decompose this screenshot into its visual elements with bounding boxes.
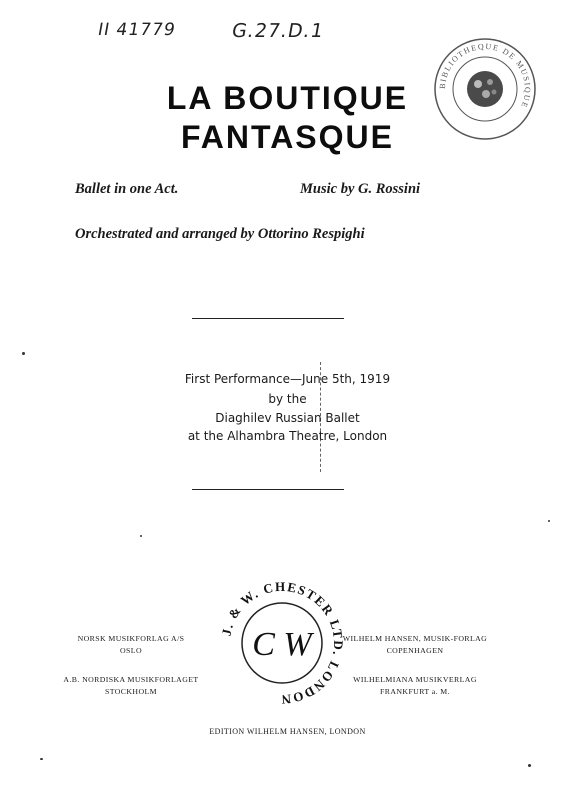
divider-top xyxy=(192,318,344,319)
publisher-copenhagen-name: WILHELM HANSEN, MUSIK-FORLAG xyxy=(342,634,488,643)
publisher-copenhagen-city: COPENHAGEN xyxy=(386,646,444,655)
scan-speck xyxy=(548,520,550,522)
ballet-subtitle: Ballet in one Act. xyxy=(75,181,179,197)
handwritten-shelf-mark: G.27.D.1 xyxy=(230,20,326,42)
publisher-frankfurt-city: FRANKFURT a. M. xyxy=(380,687,450,696)
publisher-oslo-city: OSLO xyxy=(120,646,142,655)
stamp-ring-text: BIBLIOTHEQUE DE MUSIQUE xyxy=(437,41,533,110)
performance-line-3: Diaghilev Russian Ballet xyxy=(215,411,360,425)
scan-speck xyxy=(40,758,43,760)
performance-line-4: at the Alhambra Theatre, London xyxy=(187,429,388,443)
publisher-frankfurt-name: WILHELMIANA MUSIKVERLAG xyxy=(353,675,477,684)
performance-line-1: First Performance—June 5th, 1919 xyxy=(184,372,391,386)
publisher-stockholm-name: A.B. NORDISKA MUSIKFORLAGET xyxy=(63,675,199,684)
scan-speck xyxy=(22,352,25,355)
orchestration-credit: Orchestrated and arranged by Ottorino Respighi xyxy=(75,226,365,242)
performance-line-2: by the xyxy=(268,392,307,406)
title-line-1: LA BOUTIQUE xyxy=(166,80,409,116)
divider-bottom xyxy=(192,489,344,490)
handwritten-call-number: II 41779 xyxy=(96,20,178,40)
scan-speck xyxy=(528,764,531,767)
composer-credit: Music by G. Rossini xyxy=(300,181,421,197)
publisher-stockholm-city: STOCKHOLM xyxy=(105,687,157,696)
publisher-oslo-name: NORSK MUSIKFORLAG A/S xyxy=(77,634,185,643)
scan-speck xyxy=(140,535,142,537)
edition-line: EDITION WILHELM HANSEN, LONDON xyxy=(209,727,366,736)
logo-monogram: C W xyxy=(252,626,312,663)
title-line-2: FANTASQUE xyxy=(181,119,394,155)
logo-ring-text: J. & W. CHESTER LTD. LONDON xyxy=(218,578,347,708)
